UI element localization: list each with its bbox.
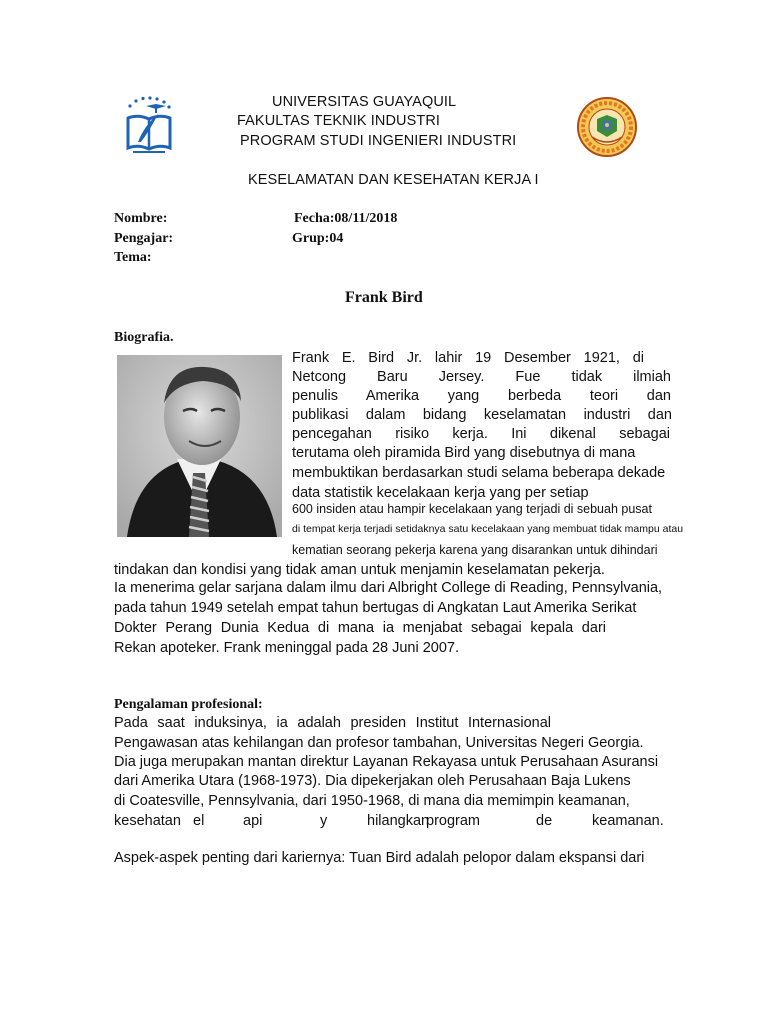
course-title: KESELAMATAN DAN KESEHATAN KERJA I: [248, 172, 539, 188]
tema-label: Tema:: [114, 250, 152, 265]
bio-line-15: Dokter Perang Dunia Kedua di mana ia menjabat sebagai kepala dari: [114, 620, 606, 636]
faculty-name: FAKULTAS TEKNIK INDUSTRI: [237, 113, 441, 129]
bio-line-10: di tempat kerja terjadi setidaknya satu kecelakaan yang membuat tidak mampu atau: [292, 523, 684, 535]
bio-line-2: Netcong Baru Jersey. Fue tidak ilmiah: [292, 369, 671, 385]
pengalaman-heading: Pengalaman profesional:: [114, 697, 263, 712]
pengajar-label: Pengajar:: [114, 231, 174, 246]
prof-aspects-line: Aspek-aspek penting dari kariernya: Tuan Bird adalah pelopor dalam ekspansi dari: [114, 850, 645, 866]
prof-word-de: de: [536, 813, 553, 829]
prof-word-keamanan: keamanan.: [592, 813, 664, 829]
prof-line-3: Dia juga merupakan mantan direktur Layanan Rekayasa untuk Perusahaan Asuransi: [114, 754, 659, 770]
fecha-value: Fecha:08/11/2018: [294, 211, 398, 226]
bio-line-12: tindakan dan kondisi yang tidak aman untuk menjamin keselamatan pekerja.: [114, 562, 605, 578]
bio-line-5: pencegahan risiko kerja. Ini dikenal sebagai: [292, 426, 670, 442]
bio-line-3: penulis Amerika yang berbeda teori dan: [292, 388, 671, 404]
prof-line-1: Pada saat induksinya, ia adalah presiden Institut Internasional: [114, 715, 551, 731]
prof-word-program: program: [426, 813, 480, 829]
bio-line-7: membuktikan berdasarkan studi selama beberapa dekade: [292, 465, 666, 481]
bio-line-11: kematian seorang pekerja karena yang disarankan untuk dihindari: [292, 543, 658, 557]
university-name: UNIVERSITAS GUAYAQUIL: [272, 94, 457, 110]
prof-word-kesehatan: kesehatan: [114, 813, 181, 829]
prof-word-el: el: [193, 813, 205, 829]
biografia-heading: Biografia.: [114, 330, 174, 345]
bio-line-8: data statistik kecelakaan kerja yang per setiap: [292, 485, 589, 501]
bio-line-13: Ia menerima gelar sarjana dalam ilmu dari Albright College di Reading, Pennsylvania,: [114, 580, 663, 596]
frank-bird-photo: [117, 355, 282, 537]
prof-word-api: api: [243, 813, 263, 829]
bio-line-6: terutama oleh piramida Bird yang disebutnya di mana: [292, 445, 636, 461]
bio-line-14: pada tahun 1949 setelah empat tahun bertugas di Angkatan Laut Amerika Serikat: [114, 600, 637, 616]
program-name: PROGRAM STUDI INGENIERI INDUSTRI: [240, 133, 517, 149]
prof-word-y: y: [320, 813, 328, 829]
nombre-label: Nombre:: [114, 211, 168, 226]
bio-line-1: Frank E. Bird Jr. lahir 19 Desember 1921, di: [292, 350, 644, 366]
bio-line-4: publikasi dalam bidang keselamatan industri dan: [292, 407, 672, 423]
prof-line-5: di Coatesville, Pennsylvania, dari 1950-1968, di mana dia memimpin keamanan,: [114, 793, 630, 809]
prof-line-4: dari Amerika Utara (1968-1973). Dia dipekerjakan oleh Perusahaan Baja Lukens: [114, 773, 631, 789]
document-title: Frank Bird: [345, 289, 423, 306]
bio-line-9: 600 insiden atau hampir kecelakaan yang terjadi di sebuah pusat: [292, 502, 652, 516]
book-quill-logo: [124, 96, 174, 154]
prof-word-hilangkan: hilangkan: [367, 813, 430, 829]
bio-line-16: Rekan apoteker. Frank meninggal pada 28 Juni 2007.: [114, 640, 460, 656]
prof-line-2: Pengawasan atas kehilangan dan profesor tambahan, Universitas Negeri Georgia.: [114, 735, 644, 751]
university-seal: [576, 97, 638, 157]
grup-value: Grup:04: [292, 231, 344, 246]
